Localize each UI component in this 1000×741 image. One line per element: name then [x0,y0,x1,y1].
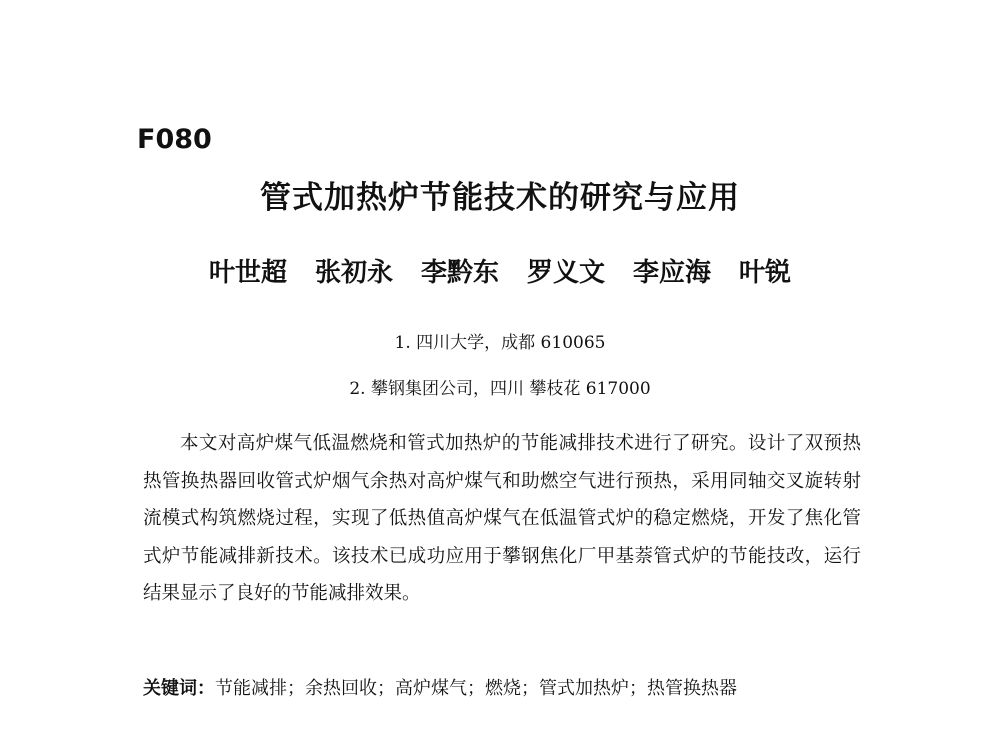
author-list [0,252,1000,289]
keywords-line [143,674,863,700]
affiliation-2: 2. 攀钢集团公司，四川 攀枝花 617000 [349,379,651,399]
abstract-text: 本文对高炉煤气低温燃烧和管式加热炉的节能减排技术进行了研究。设计了双预热热管换热器回收管式炉烟气余热对高炉煤气和助燃空气进行预热，采用同轴交叉旋转射流模式构筑燃烧过程，实现了低热值高炉煤气在低温管式炉的稳定燃烧，开发了焦化管式炉节能减排新技术。该技术已成功应用于攀钢焦化厂甲基萘管式炉的节能技改，运行结果显示了良好的节能减排效果。 [143,433,861,604]
author-name: 李应海 [633,258,712,288]
author-name: 叶锐 [739,258,792,288]
author-name: 张初永 [314,258,393,288]
paper-title: 管式加热炉节能技术的研究与应用 [260,180,740,216]
affiliation-1: 1. 四川大学，成都 610065 [394,333,606,353]
author-name: 李黔东 [420,258,499,288]
keywords-text: 节能减排；余热回收；高炉煤气；燃烧；管式加热炉；热管换热器 [215,678,737,699]
author-name: 叶世超 [208,258,287,288]
author-name: 罗义文 [527,258,606,288]
keywords-label: 关键词： [143,678,215,699]
paper-code: F080 [137,124,212,155]
